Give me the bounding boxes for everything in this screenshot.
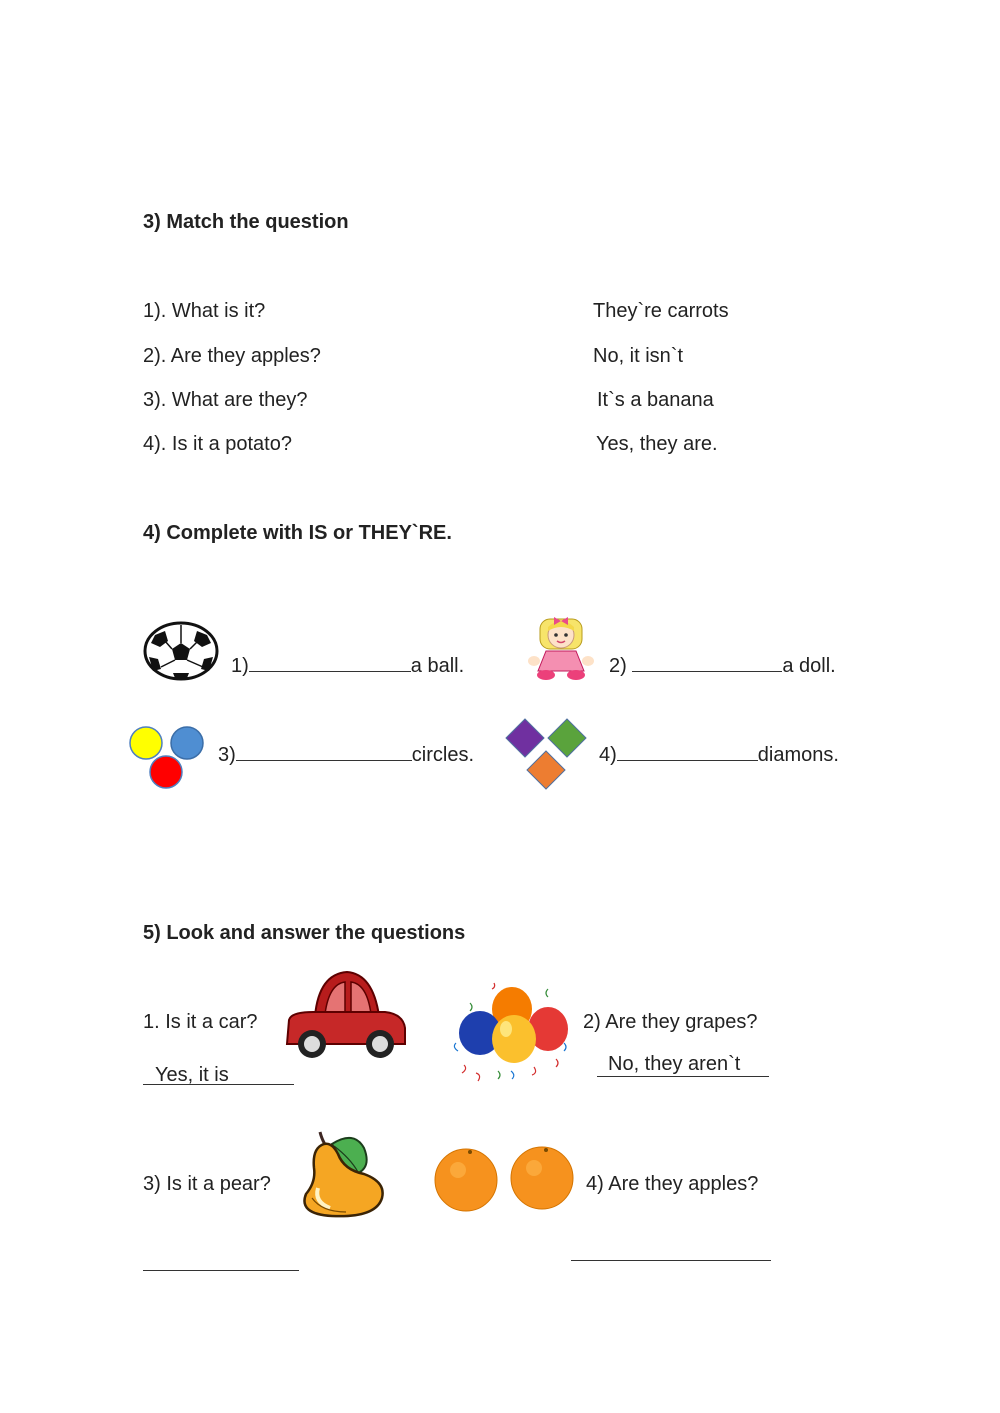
fill-item-4	[599, 745, 839, 765]
fill-blank-4[interactable]	[617, 760, 758, 761]
fill-item-1	[231, 656, 464, 676]
look-answer-3-line	[143, 1248, 299, 1271]
answer-2: No, it isn`t	[593, 345, 684, 367]
look-answer-2[interactable]: No, they aren`t	[608, 1053, 741, 1075]
section-4-heading: 4) Complete with IS or THEY`RE.	[143, 522, 452, 544]
answer-1: They`re carrots	[593, 300, 729, 322]
doll-icon	[526, 611, 598, 683]
fill-item-3-suffix: circles.	[411, 744, 475, 766]
look-answer-1-line	[143, 1062, 294, 1085]
fill-item-2-suffix: a doll.	[782, 655, 836, 677]
fill-blank-2[interactable]	[632, 671, 782, 672]
section-3-heading: 3) Match the question	[143, 211, 349, 233]
look-answer-4-line	[571, 1238, 771, 1261]
diamonds-icon	[504, 717, 588, 793]
fill-item-1-suffix: a ball.	[410, 655, 465, 677]
section-5-heading: 5) Look and answer the questions	[143, 922, 466, 944]
soccer-ball-icon	[143, 621, 219, 681]
balloons-icon	[452, 983, 572, 1083]
fill-item-3-prefix: 3)	[218, 744, 236, 766]
question-4: 4). Is it a potato?	[143, 433, 292, 455]
look-question-2: 2) Are they grapes?	[583, 1011, 758, 1033]
fill-item-4-suffix: diamons.	[757, 744, 839, 766]
fill-item-3	[218, 745, 474, 765]
look-question-1: 1. Is it a car?	[143, 1011, 258, 1033]
fill-blank-3[interactable]	[236, 760, 412, 761]
circles-icon	[128, 726, 208, 790]
oranges-icon	[434, 1144, 576, 1216]
fill-item-2-prefix: 2)	[609, 655, 633, 677]
look-question-3: 3) Is it a pear?	[143, 1173, 271, 1195]
answer-3: It`s a banana	[597, 389, 714, 411]
look-answer-1[interactable]: Yes, it is	[155, 1064, 229, 1086]
fill-item-2	[609, 656, 836, 676]
question-2: 2). Are they apples?	[143, 345, 321, 367]
look-answer-2-line	[597, 1054, 769, 1077]
fill-item-4-prefix: 4)	[599, 744, 617, 766]
look-question-4: 4) Are they apples?	[586, 1173, 759, 1195]
question-3: 3). What are they?	[143, 389, 308, 411]
car-icon	[285, 968, 407, 1066]
question-1: 1). What is it?	[143, 300, 266, 322]
fill-item-1-prefix: 1)	[231, 655, 249, 677]
answer-4: Yes, they are.	[596, 433, 718, 455]
fill-blank-1[interactable]	[249, 671, 411, 672]
pear-icon	[298, 1128, 390, 1220]
